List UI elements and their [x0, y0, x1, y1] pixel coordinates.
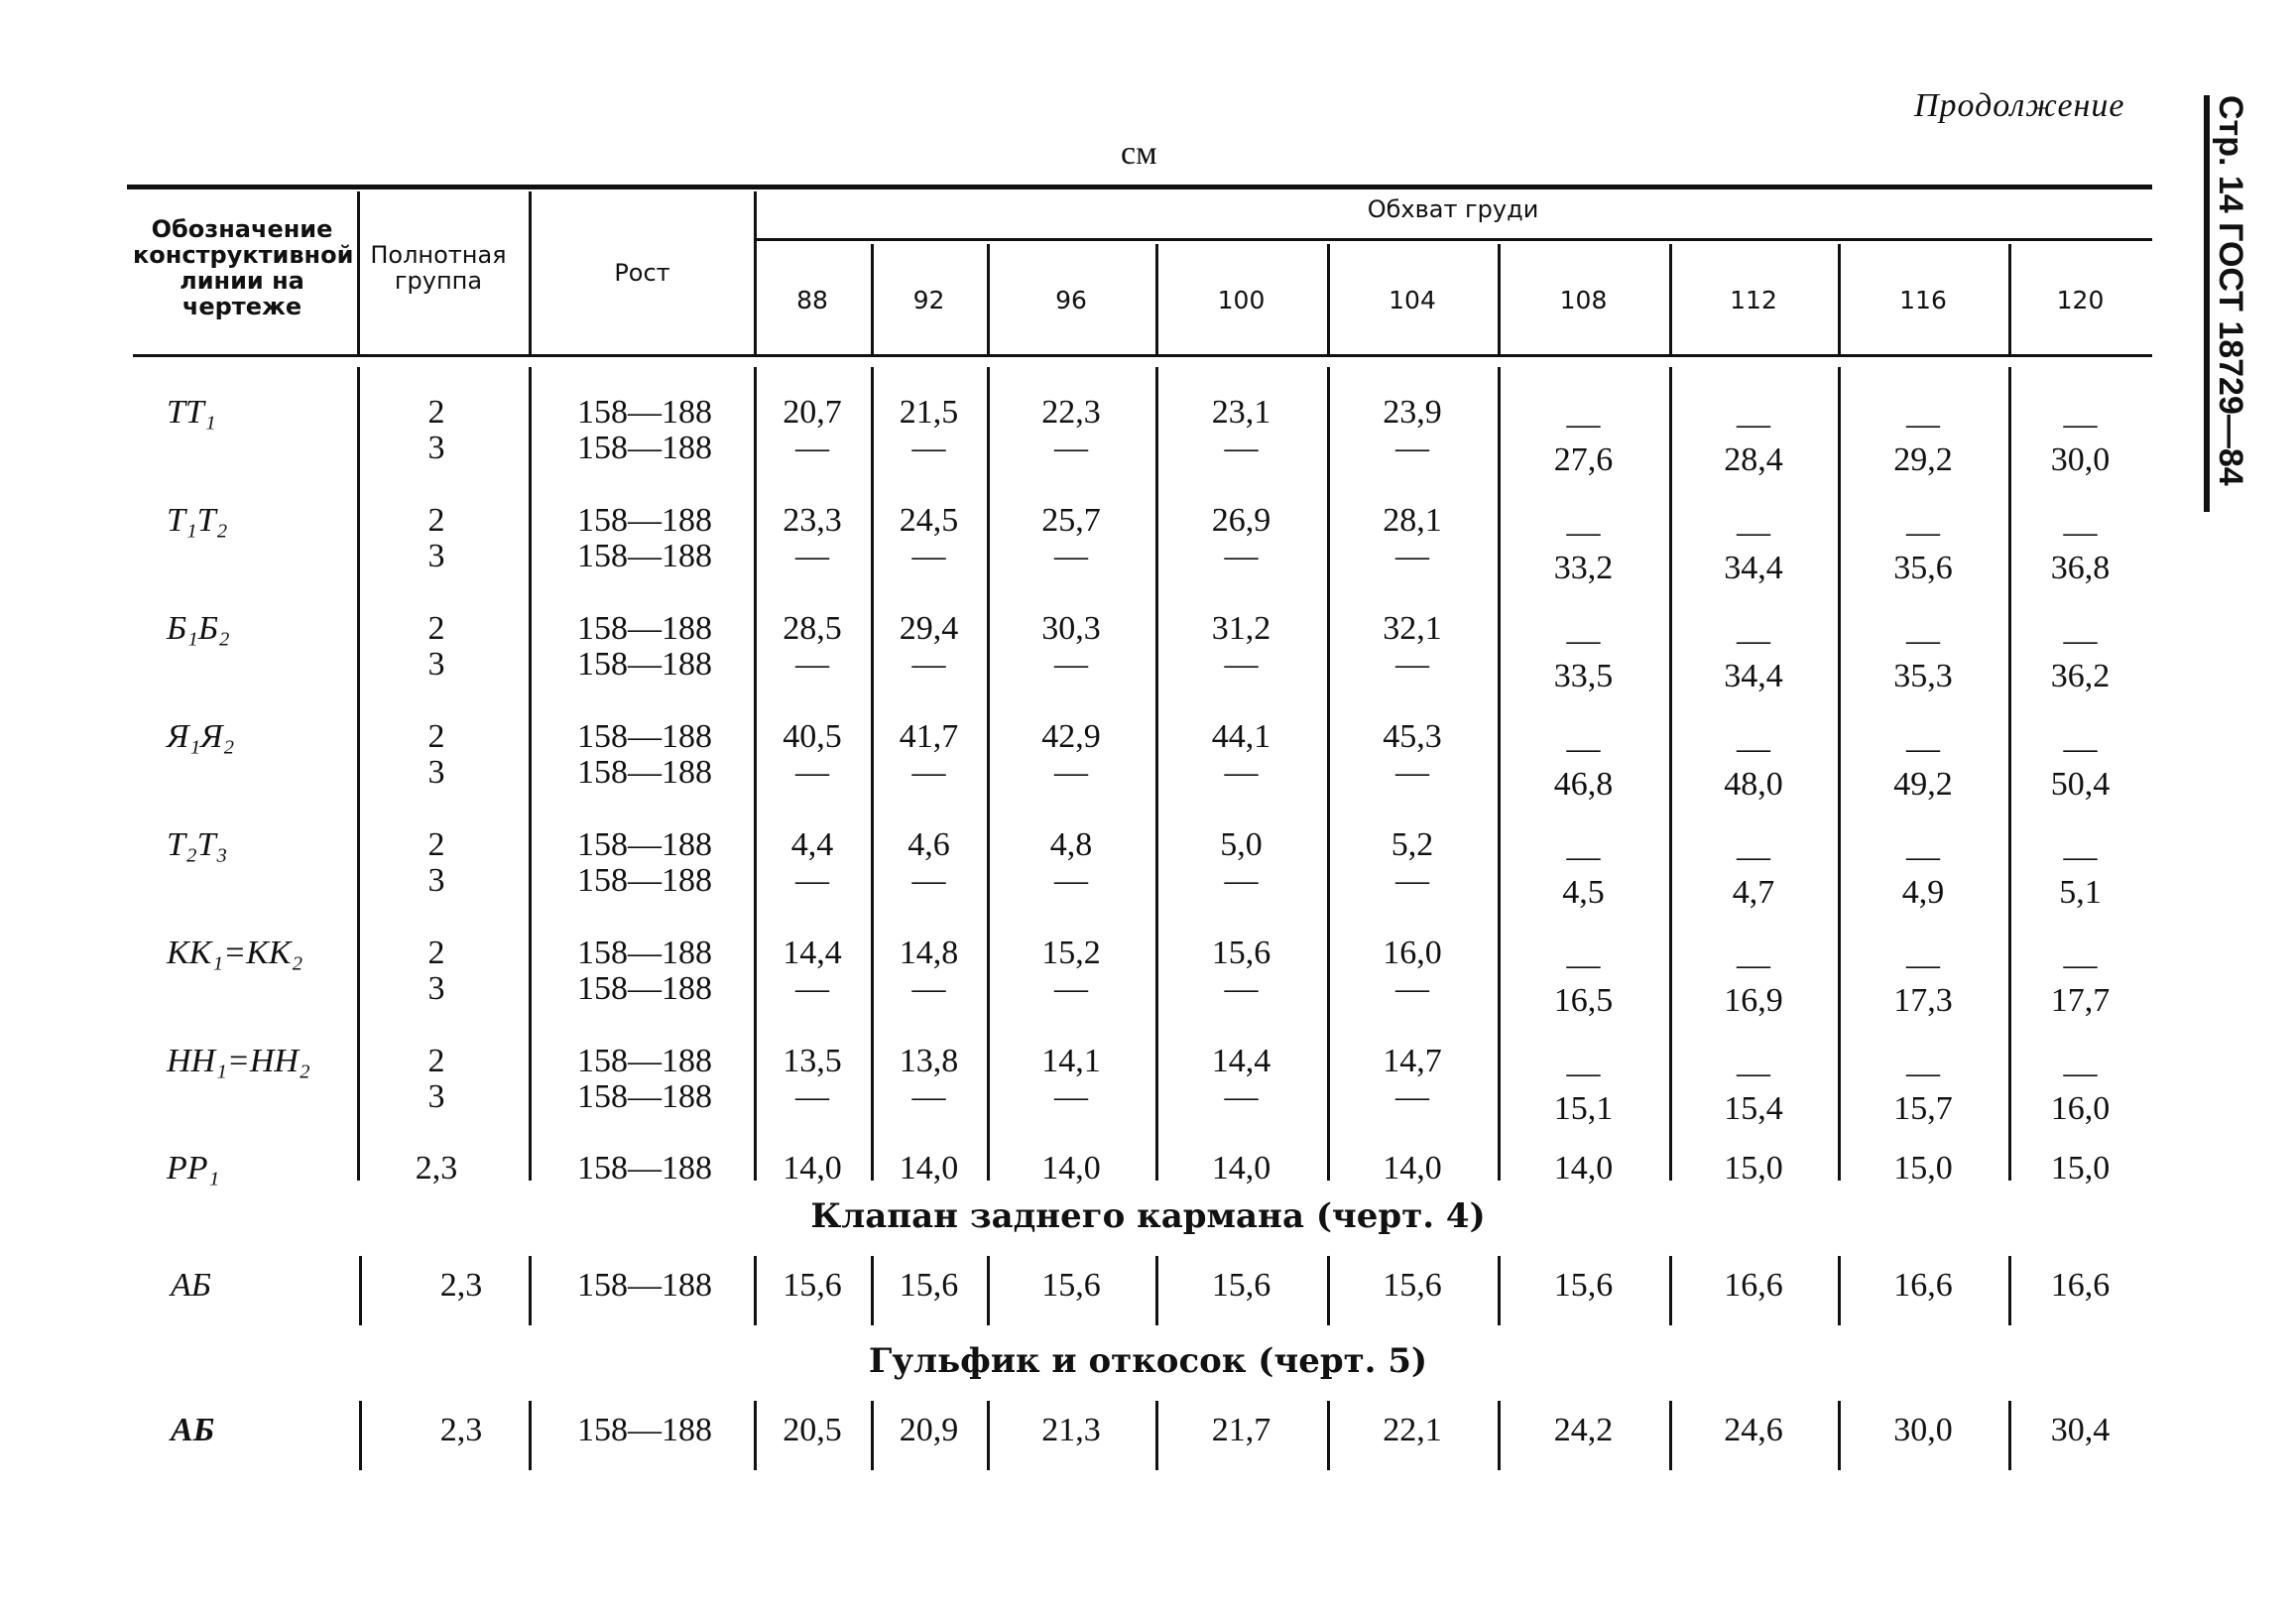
section-divider [359, 1256, 362, 1325]
row-value: 50,4 [2050, 766, 2111, 803]
row-value: 5,0 [1220, 826, 1263, 863]
row-value: 28,5 [783, 610, 842, 647]
row-value: — [1566, 730, 1601, 767]
section-divider [1327, 1401, 1330, 1470]
row-value: — [1906, 406, 1940, 442]
header-divider [1155, 244, 1158, 354]
row-value: 22,1 [1383, 1412, 1442, 1448]
row-value: 42,9 [1041, 718, 1101, 755]
row-value: — [911, 754, 946, 791]
row-group: 2 [427, 502, 445, 539]
row-value: 15,6 [783, 1267, 842, 1304]
row-value: — [911, 646, 946, 683]
row-designation: T₂T₃ [167, 826, 228, 863]
row-value: — [1566, 838, 1601, 875]
row-group: 2 [427, 1043, 445, 1079]
row-designation: АБ [171, 1267, 211, 1304]
row-value: 16,5 [1553, 982, 1614, 1019]
row-value: 46,8 [1553, 766, 1614, 803]
section-divider [529, 1256, 532, 1325]
row-value: — [1395, 538, 1429, 574]
row-value: — [1395, 970, 1429, 1007]
row-value: 14,0 [1041, 1150, 1101, 1187]
row-value: 15,6 [1211, 1267, 1271, 1304]
row-value: 24,6 [1724, 1412, 1783, 1448]
row-value: 14,0 [783, 1150, 842, 1187]
row-value: — [1906, 730, 1940, 767]
table-top-rule [127, 185, 2152, 189]
row-value: 4,4 [790, 826, 834, 863]
body-divider [1669, 367, 1672, 1181]
row-value: 24,2 [1553, 1412, 1614, 1448]
row-value: 15,6 [899, 1267, 959, 1304]
row-value: — [1906, 1055, 1940, 1091]
row-value: 15,0 [2050, 1150, 2111, 1187]
row-value: 16,0 [1383, 935, 1442, 971]
header-fullness-group: Полнотная группа [370, 241, 507, 295]
row-group: 3 [427, 538, 445, 574]
row-value: — [795, 862, 829, 899]
section-title: Гульфик и откосок (черт. 5) [868, 1341, 1428, 1381]
row-value: — [1737, 946, 1770, 983]
row-value: 14,0 [1211, 1150, 1271, 1187]
row-value: 13,8 [899, 1043, 959, 1079]
body-divider [1327, 367, 1330, 1181]
chest-header-rule [754, 238, 2152, 241]
row-value: 23,1 [1211, 394, 1271, 431]
row-value: 14,4 [1211, 1043, 1271, 1079]
row-value: 15,0 [1724, 1150, 1783, 1187]
section-divider [1838, 1256, 1841, 1325]
row-designation: TT₁ [167, 394, 216, 431]
chest-size-header: 112 [1730, 286, 1777, 314]
row-designation: HH₁=HH₂ [167, 1043, 310, 1079]
row-height: 158—188 [577, 1412, 712, 1448]
row-value: 21,5 [899, 394, 959, 431]
row-value: — [911, 1078, 946, 1115]
header-divider [754, 191, 757, 354]
row-value: 15,6 [1041, 1267, 1101, 1304]
row-designation: АБ [171, 1412, 215, 1448]
side-page-label [2200, 95, 2259, 532]
row-value: 33,2 [1553, 550, 1614, 586]
section-divider [1669, 1256, 1672, 1325]
chest-size-header: 92 [912, 286, 945, 314]
row-value: 15,0 [1893, 1150, 1953, 1187]
row-value: — [911, 970, 946, 1007]
row-designation: KK₁=KK₂ [167, 935, 303, 971]
row-value: 40,5 [783, 718, 842, 755]
row-value: 15,7 [1893, 1090, 1953, 1127]
row-value: — [911, 430, 946, 466]
row-group: 3 [427, 970, 445, 1007]
row-value: 35,3 [1893, 658, 1953, 694]
row-value: — [1224, 646, 1259, 683]
row-group: 2 [427, 610, 445, 647]
row-value: 20,5 [783, 1412, 842, 1448]
body-divider [2008, 367, 2011, 1181]
row-value: — [1395, 1078, 1429, 1115]
row-value: 22,3 [1041, 394, 1101, 431]
row-value: 15,2 [1041, 935, 1101, 971]
row-value: 15,4 [1724, 1090, 1783, 1127]
row-value: 20,7 [783, 394, 842, 431]
row-value: — [1224, 430, 1259, 466]
row-value: 4,5 [1562, 874, 1605, 911]
row-value: 23,9 [1383, 394, 1442, 431]
row-value: — [1395, 430, 1429, 466]
row-value: 17,7 [2050, 982, 2111, 1019]
row-value: 16,9 [1724, 982, 1783, 1019]
section-divider [1498, 1401, 1501, 1470]
row-value: 30,4 [2050, 1412, 2111, 1448]
row-value: — [1224, 862, 1259, 899]
row-value: 15,1 [1553, 1090, 1614, 1127]
header-divider [1498, 244, 1501, 354]
header-bottom-rule [133, 354, 2152, 357]
row-value: — [1224, 970, 1259, 1007]
row-value: 49,2 [1893, 766, 1953, 803]
section-divider [987, 1401, 990, 1470]
row-value: 25,7 [1041, 502, 1101, 539]
row-value: — [1566, 406, 1601, 442]
row-group: 2 [427, 394, 445, 431]
row-value: — [911, 538, 946, 574]
row-value: 32,1 [1383, 610, 1442, 647]
body-divider [1155, 367, 1158, 1181]
header-height: Рост [614, 259, 670, 287]
row-value: — [1395, 754, 1429, 791]
chest-size-header: 104 [1389, 286, 1436, 314]
row-value: 14,0 [1383, 1150, 1442, 1187]
body-divider [357, 367, 360, 1181]
row-value: 34,4 [1724, 658, 1783, 694]
row-designation: PP₁ [167, 1150, 220, 1187]
section-divider [359, 1401, 362, 1470]
row-group: 2,3 [415, 1150, 458, 1187]
chest-size-header: 120 [2056, 286, 2105, 314]
row-value: — [1566, 514, 1601, 551]
row-value: — [1906, 946, 1940, 983]
section-title: Клапан заднего кармана (черт. 4) [810, 1196, 1486, 1236]
row-group: 2 [427, 935, 445, 971]
row-value: — [2063, 838, 2098, 875]
row-value: 48,0 [1724, 766, 1783, 803]
header-chest-girth: Обхват груди [1367, 195, 1539, 223]
body-divider [987, 367, 990, 1181]
section-divider [1669, 1401, 1672, 1470]
section-divider [987, 1256, 990, 1325]
row-value: — [1737, 1055, 1770, 1091]
row-value: 14,0 [1553, 1150, 1614, 1187]
row-value: — [795, 970, 829, 1007]
row-height: 158—188 [577, 646, 712, 683]
row-value: 36,2 [2050, 658, 2111, 694]
row-value: 29,4 [899, 610, 959, 647]
row-value: 20,9 [899, 1412, 959, 1448]
continuation-label: Продолжение [1914, 87, 2125, 124]
row-value: — [2063, 1055, 2098, 1091]
row-value: — [1054, 862, 1088, 899]
section-divider [871, 1401, 874, 1470]
row-designation: T₁T₂ [167, 502, 228, 539]
row-group: 3 [427, 862, 445, 899]
row-value: 16,6 [1893, 1267, 1953, 1304]
row-value: 16,0 [2050, 1090, 2111, 1127]
row-value: 30,3 [1041, 610, 1101, 647]
row-value: — [1054, 754, 1088, 791]
row-height: 158—188 [577, 1150, 712, 1187]
row-height: 158—188 [577, 754, 712, 791]
row-value: 4,8 [1049, 826, 1093, 863]
row-height: 158—188 [577, 1078, 712, 1115]
row-value: 21,7 [1211, 1412, 1271, 1448]
row-value: 30,0 [1893, 1412, 1953, 1448]
row-value: 14,1 [1041, 1043, 1101, 1079]
row-group: 2,3 [439, 1267, 483, 1304]
row-height: 158—188 [577, 538, 712, 574]
row-value: — [1737, 406, 1770, 442]
row-value: — [2063, 406, 2098, 442]
header-divider [357, 191, 360, 354]
row-value: 27,6 [1553, 441, 1614, 478]
row-group: 3 [427, 430, 445, 466]
row-value: 30,0 [2050, 441, 2111, 478]
row-value: 4,9 [1901, 874, 1945, 911]
row-value: 14,0 [899, 1150, 959, 1187]
row-value: — [1566, 946, 1601, 983]
body-divider [529, 367, 532, 1181]
section-divider [754, 1256, 757, 1325]
row-value: 15,6 [1553, 1267, 1614, 1304]
row-value: 28,4 [1724, 441, 1783, 478]
row-value: — [1737, 730, 1770, 767]
header-divider [1669, 244, 1672, 354]
row-value: 15,6 [1211, 935, 1271, 971]
row-designation: Б₁Б₂ [167, 610, 230, 647]
row-height: 158—188 [577, 430, 712, 466]
row-value: — [1054, 970, 1088, 1007]
row-value: 45,3 [1383, 718, 1442, 755]
row-value: — [1566, 622, 1601, 659]
section-divider [2008, 1401, 2011, 1470]
section-divider [754, 1401, 757, 1470]
row-value: 14,8 [899, 935, 959, 971]
row-value: 34,4 [1724, 550, 1783, 586]
row-value: — [1906, 622, 1940, 659]
row-value: — [1906, 514, 1940, 551]
header-divider [1838, 244, 1841, 354]
row-value: — [1054, 538, 1088, 574]
row-value: 15,6 [1383, 1267, 1442, 1304]
row-value: — [1224, 1078, 1259, 1115]
section-divider [1838, 1401, 1841, 1470]
row-value: 14,7 [1383, 1043, 1442, 1079]
row-value: 13,5 [783, 1043, 842, 1079]
row-value: 14,4 [783, 935, 842, 971]
chest-size-header: 88 [796, 286, 828, 314]
row-value: — [795, 538, 829, 574]
row-group: 3 [427, 754, 445, 791]
side-rule [2204, 95, 2210, 512]
row-designation: Я₁Я₂ [167, 718, 235, 755]
row-value: — [795, 754, 829, 791]
row-value: — [1395, 862, 1429, 899]
row-height: 158—188 [577, 1043, 712, 1079]
row-height: 158—188 [577, 935, 712, 971]
body-divider [1498, 367, 1501, 1181]
row-height: 158—188 [577, 1267, 712, 1304]
row-value: — [1054, 1078, 1088, 1115]
row-value: — [795, 1078, 829, 1115]
row-group: 3 [427, 646, 445, 683]
row-value: — [795, 430, 829, 466]
section-divider [1155, 1401, 1158, 1470]
row-value: — [2063, 622, 2098, 659]
row-value: 5,2 [1390, 826, 1434, 863]
section-divider [1155, 1256, 1158, 1325]
row-group: 2 [427, 826, 445, 863]
row-value: 44,1 [1211, 718, 1271, 755]
row-value: 41,7 [899, 718, 959, 755]
row-value: 4,6 [907, 826, 950, 863]
row-value: 24,5 [899, 502, 959, 539]
row-height: 158—188 [577, 610, 712, 647]
row-group: 2 [427, 718, 445, 755]
header-divider [1327, 244, 1330, 354]
section-divider [2008, 1256, 2011, 1325]
row-group: 3 [427, 1078, 445, 1115]
row-value: 33,5 [1553, 658, 1614, 694]
section-divider [1498, 1256, 1501, 1325]
body-divider [871, 367, 874, 1181]
header-divider [529, 191, 532, 354]
row-value: 31,2 [1211, 610, 1271, 647]
side-page-text: Стр. 14 ГОСТ 18729—84 [2212, 95, 2249, 486]
row-value: — [795, 646, 829, 683]
row-value: 23,3 [783, 502, 842, 539]
row-value: 16,6 [2050, 1267, 2111, 1304]
row-value: 28,1 [1383, 502, 1442, 539]
row-value: 26,9 [1211, 502, 1271, 539]
row-value: 17,3 [1893, 982, 1953, 1019]
header-divider [2008, 244, 2011, 354]
row-value: — [1054, 430, 1088, 466]
section-divider [1327, 1256, 1330, 1325]
row-value: — [911, 862, 946, 899]
row-height: 158—188 [577, 394, 712, 431]
row-value: — [2063, 946, 2098, 983]
row-value: 29,2 [1893, 441, 1953, 478]
row-group: 2,3 [439, 1412, 483, 1448]
body-divider [754, 367, 757, 1181]
chest-size-header: 100 [1217, 286, 1266, 314]
row-height: 158—188 [577, 502, 712, 539]
row-value: — [1054, 646, 1088, 683]
row-value: — [1906, 838, 1940, 875]
row-value: 5,1 [2059, 874, 2102, 911]
row-height: 158—188 [577, 718, 712, 755]
row-value: — [2063, 730, 2098, 767]
header-designation: Обозначение конструктивной линии на чертеже [133, 215, 354, 320]
row-value: 4,7 [1732, 874, 1775, 911]
row-height: 158—188 [577, 826, 712, 863]
row-value: 35,6 [1893, 550, 1953, 586]
chest-size-header: 96 [1055, 286, 1087, 314]
row-height: 158—188 [577, 970, 712, 1007]
row-value: 16,6 [1724, 1267, 1783, 1304]
section-divider [871, 1256, 874, 1325]
row-value: — [1737, 514, 1770, 551]
chest-size-header: 108 [1559, 286, 1608, 314]
row-value: 36,8 [2050, 550, 2111, 586]
chest-size-header: 116 [1899, 286, 1947, 314]
row-value: — [1566, 1055, 1601, 1091]
row-height: 158—188 [577, 862, 712, 899]
row-value: — [1224, 538, 1259, 574]
row-value: 21,3 [1041, 1412, 1101, 1448]
row-value: — [1224, 754, 1259, 791]
unit-label: см [1121, 135, 1157, 172]
row-value: — [1737, 622, 1770, 659]
section-divider [529, 1401, 532, 1470]
body-divider [1838, 367, 1841, 1181]
row-value: — [1737, 838, 1770, 875]
row-value: — [1395, 646, 1429, 683]
row-value: — [2063, 514, 2098, 551]
